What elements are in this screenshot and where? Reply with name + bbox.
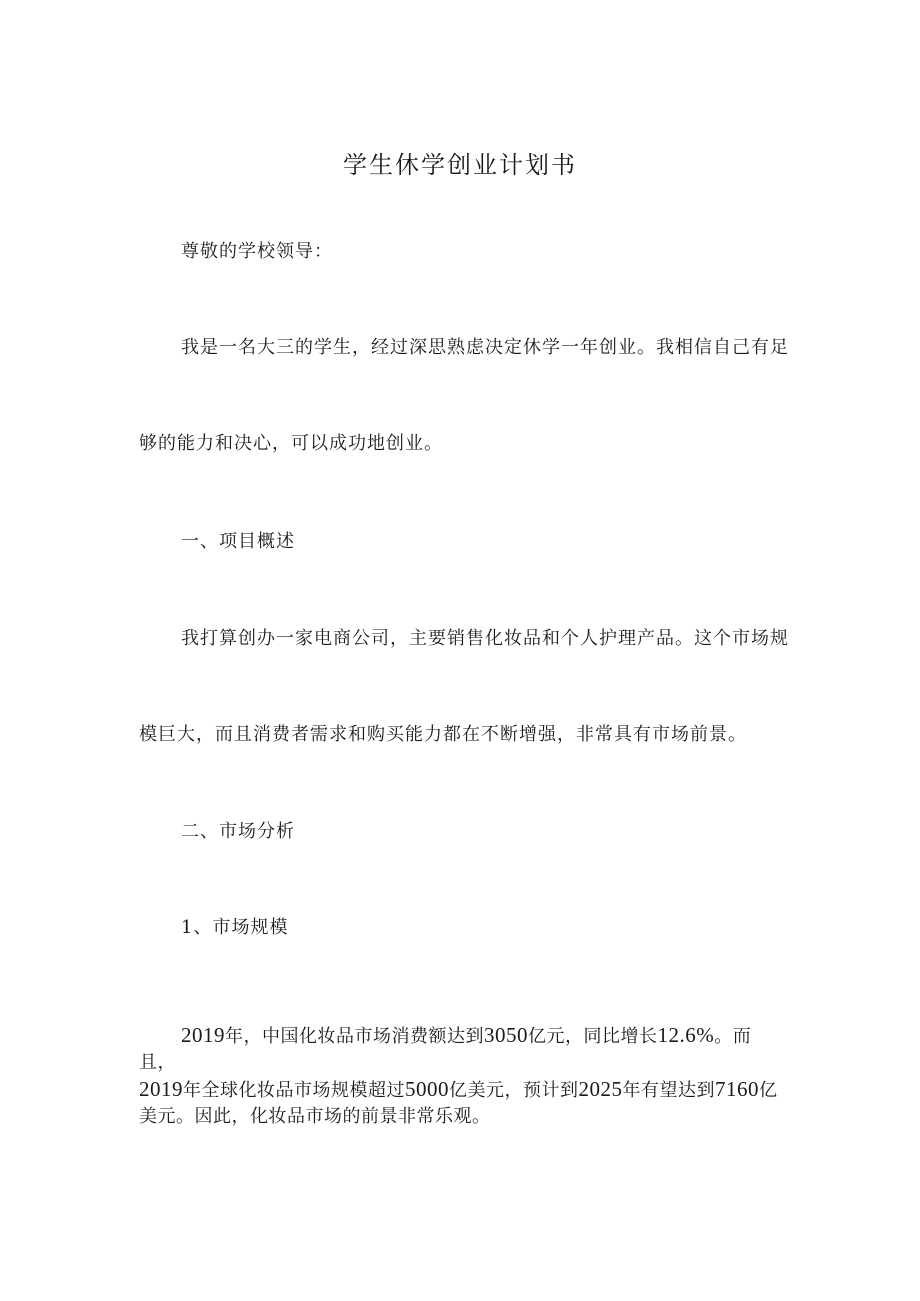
section-heading-overview: 一、项目概述 <box>181 531 295 552</box>
market-size-paragraph <box>139 1022 779 1130</box>
subsection-heading-market-size: 1、市场规模 <box>181 917 289 938</box>
overview-paragraph-line-2: 模巨大，而且消费者需求和购买能力都在不断增强，非常具有市场前景。 <box>139 724 747 745</box>
section-heading-market-analysis: 二、市场分析 <box>181 821 295 842</box>
intro-paragraph-line-2: 够的能力和决心，可以成功地创业。 <box>139 433 443 454</box>
market-size-line-1: 2019年，中国化妆品市场消费额达到3050亿元，同比增长12.6%。而且， <box>139 1023 752 1073</box>
document-title: 学生休学创业计划书 <box>343 151 577 179</box>
market-size-line-2: 2019年全球化妆品市场规模超过5000亿美元，预计到2025年有望达到7160亿 <box>139 1077 778 1101</box>
salutation: 尊敬的学校领导： <box>181 241 333 262</box>
overview-paragraph-line-1: 我打算创办一家电商公司，主要销售化妆品和个人护理产品。这个市场规 <box>181 628 789 649</box>
market-size-line-3: 美元。因此，化妆品市场的前景非常乐观。 <box>139 1106 491 1127</box>
intro-paragraph-line-1: 我是一名大三的学生，经过深思熟虑决定休学一年创业。我相信自己有足 <box>181 337 789 358</box>
